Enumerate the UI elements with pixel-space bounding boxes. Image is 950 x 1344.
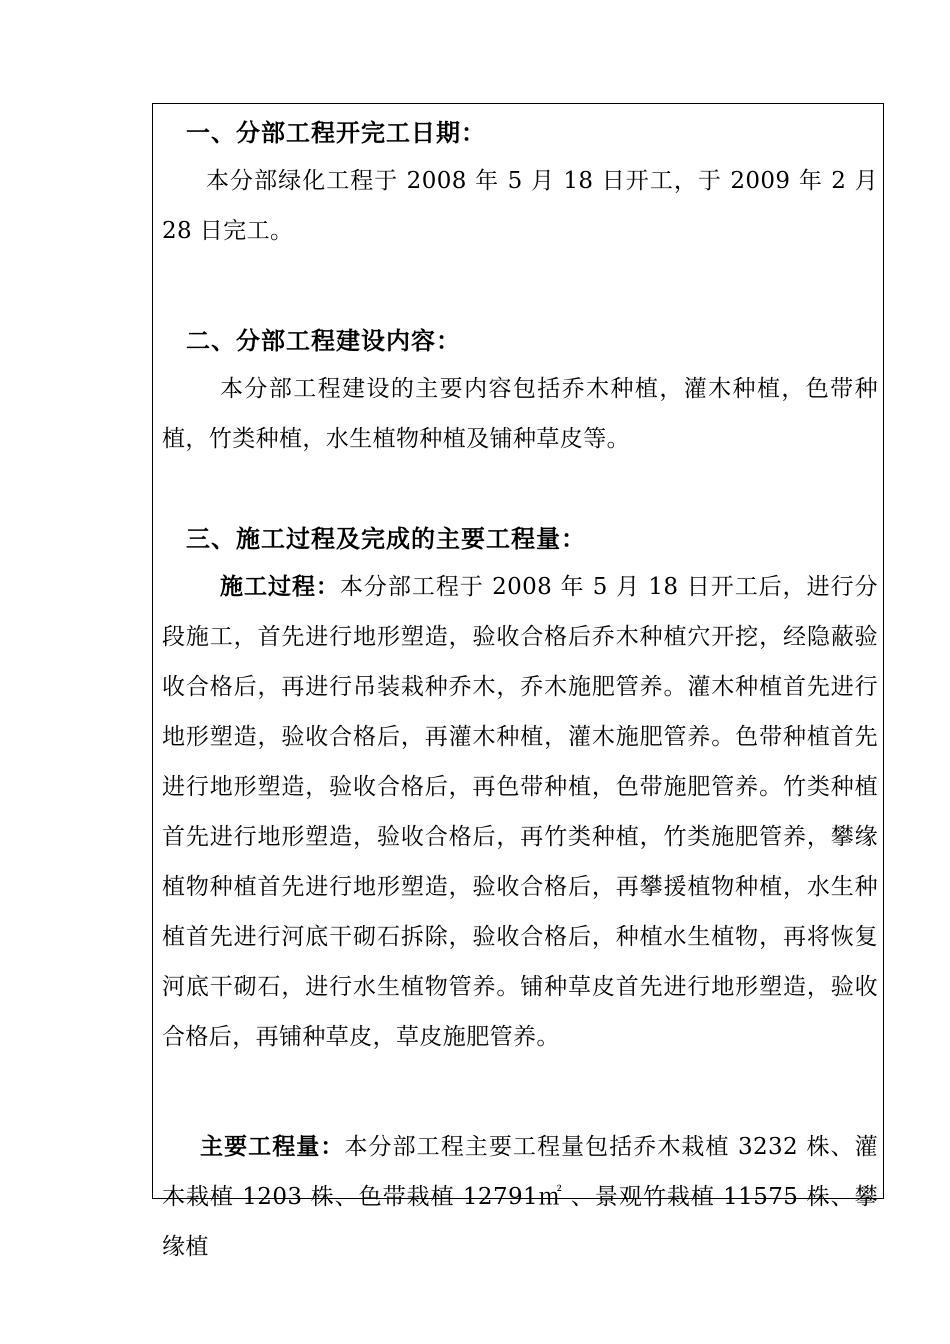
spacer xyxy=(162,256,878,324)
construction-process-paragraph xyxy=(162,562,878,1062)
main-quantities-text: 本分部工程主要工程量包括乔木栽植 3232 株、灌木栽植 1203 株、色带栽植 12791㎡ 、景观竹栽植 11575 株、攀缘植 xyxy=(162,1134,879,1260)
section-2-heading: 二、分部工程建设内容： xyxy=(186,326,461,355)
section-3-heading: 三、施工过程及完成的主要工程量： xyxy=(186,524,586,553)
section-1-heading: 一、分部工程开完工日期： xyxy=(186,118,486,147)
spacer xyxy=(162,1062,878,1122)
spacer xyxy=(162,464,878,522)
construction-process-label: 施工过程： xyxy=(220,573,340,600)
section-1-text: 本分部绿化工程于 2008 年 5 月 18 日开工，于 2009 年 2 月 28 日完工。 xyxy=(162,168,878,244)
main-quantities-paragraph xyxy=(162,1122,878,1272)
main-quantities-label: 主要工程量： xyxy=(200,1133,345,1160)
document-content xyxy=(162,116,878,1272)
section-2-text: 本分部工程建设的主要内容包括乔木种植，灌木种植，色带种植，竹类种植，水生植物种植及铺种草皮等。 xyxy=(162,376,878,452)
document-frame xyxy=(152,103,884,1260)
construction-process-text: 本分部工程于 2008 年 5 月 18 日开工后，进行分段施工，首先进行地形塑造，验收合格后乔木种植穴开挖，经隐蔽验收合格后，再进行吊装栽种乔木，乔木施肥管养。灌木种植首先进行地形塑造，验收合格后，再灌木种植，灌木施肥管养。色带种植首先进行地形塑造，验收合格后，再色带种植，色带施肥管养。竹类种植首先进行地形塑造，验收合格后，再竹类种植，竹类施肥管养，攀缘植物种植首先进行地形塑造，验收合格后，再攀援植物种植，水生种植首先进行河底干砌石拆除，验收合格后，种植水生植物，再将恢复河底干砌石，进行水生植物管养。铺种草皮首先进行地形塑造，验收合格后，再铺种草皮，草皮施肥管养。 xyxy=(162,574,878,1050)
